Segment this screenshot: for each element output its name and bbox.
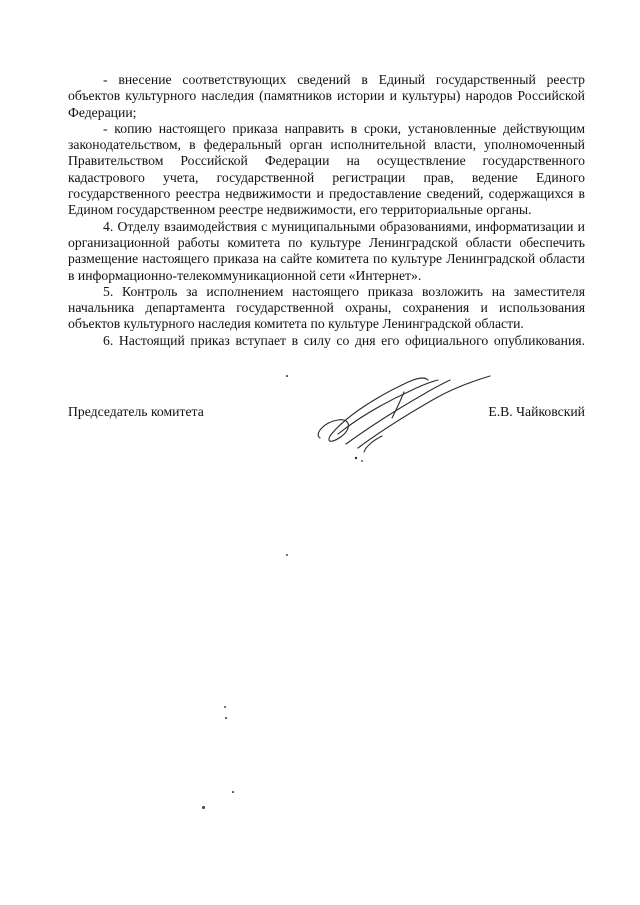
scan-speck xyxy=(224,706,226,708)
scan-speck xyxy=(232,791,234,793)
signature-dot xyxy=(361,460,363,462)
paragraph-registry-entry: - внесение соответствующих сведений в Единый государственный реестр объектов культурного наследия (памятников истории и культуры) народов Российской Федерации; xyxy=(68,72,585,120)
scan-speck xyxy=(286,375,288,377)
signatory-name: Е.В. Чайковский xyxy=(488,404,585,419)
order-body-text xyxy=(68,72,585,349)
paragraph-item-4: 4. Отделу взаимодействия с муниципальными образованиями, информатизации и организационной работы комитета по культуре Ленинградской области обеспечить размещение настоящего приказа на сайте комитета по культуре Ленинградской области в информационно-телекоммуникационной сети «Интернет». xyxy=(68,218,585,283)
scan-speck xyxy=(202,806,205,809)
scan-speck xyxy=(225,717,227,719)
scan-speck xyxy=(286,554,288,556)
paragraph-item-6: 6. Настоящий приказ вступает в силу со дня его официального опубликования. xyxy=(103,332,585,348)
paragraph-send-copy: - копию настоящего приказа направить в сроки, установленные действующим законодательством, в федеральный орган исполнительной власти, уполномоченный Правительством Российской Федерации на осуществление государственного кадастрового учета, государственной регистрации прав, ведение Единого государственного реестра недвижимости и предоставление сведений, содержащихся в Едином государственном реестре недвижимости, его территориальные органы. xyxy=(68,120,585,218)
paragraph-item-5: 5. Контроль за исполнением настоящего приказа возложить на заместителя начальника департамента государственной охраны, сохранения и использования объектов культурного наследия комитета по культуре Ленинградской области. xyxy=(68,283,585,332)
signature-dot xyxy=(355,457,357,459)
handwritten-signature xyxy=(312,370,497,465)
signatory-title: Председатель комитета xyxy=(68,404,204,419)
